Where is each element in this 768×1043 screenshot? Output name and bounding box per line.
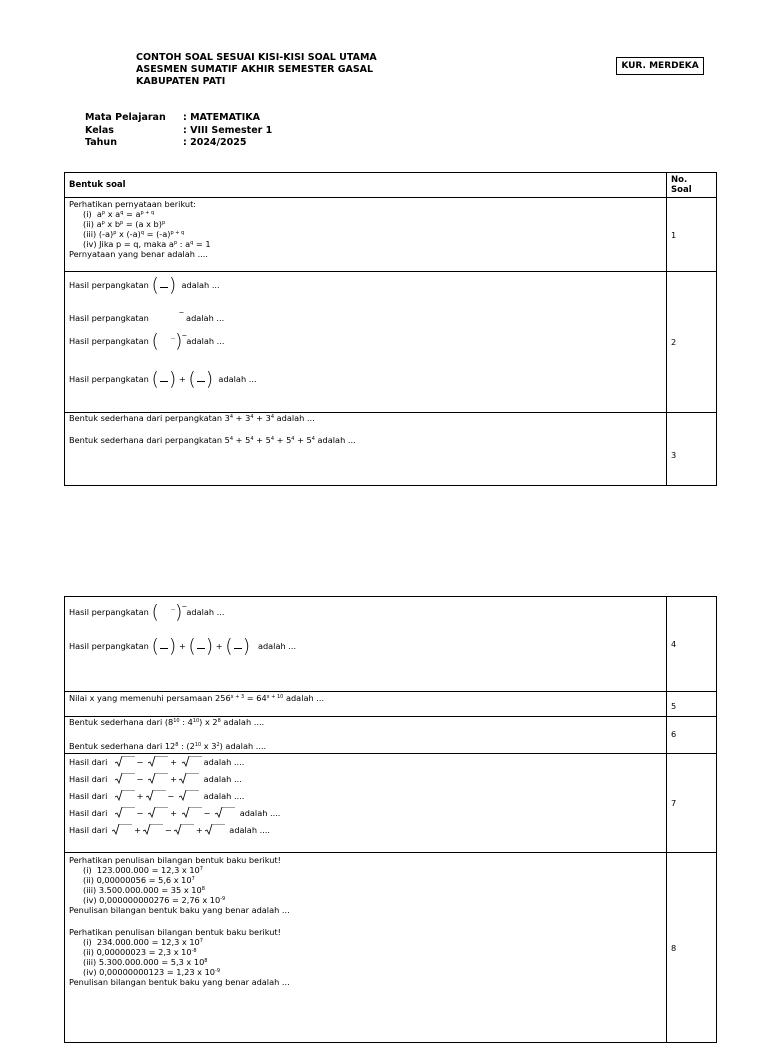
question-6a-tail: adalah .... <box>220 717 265 727</box>
question-4-content <box>65 597 667 692</box>
question-2c-tail: adalah ... <box>186 336 225 346</box>
question-8b-iv <box>69 967 666 977</box>
sqrt-icon <box>146 790 166 801</box>
question-8a-closing: Penulisan bilangan bentuk baku yang benar adalah ... <box>69 905 290 915</box>
question-7e-tail: adalah .... <box>229 825 271 835</box>
subject-value: : MATEMATIKA <box>183 112 260 123</box>
question-8b-i-sup: 7 <box>199 938 203 944</box>
question-5-content <box>65 692 667 717</box>
question-8b-iii-text: 5.300.000.000 = 5,3 x 10 <box>98 957 205 967</box>
question-8b-i-text: 234.000.000 = 12,3 x 10 <box>96 937 200 947</box>
question-4a: Hasil perpangkatan ( ‾)‾adalah ... <box>69 601 225 623</box>
question-8a-iv-label: (iv) <box>83 895 97 905</box>
sqrt-icon <box>143 824 163 835</box>
question-8a-iii-label: (iii) <box>83 885 97 895</box>
sqrt-icon <box>148 807 168 818</box>
question-row-6 <box>65 717 717 754</box>
statement-ii-x: x b <box>104 219 121 229</box>
title-line-1: CONTOH SOAL SESUAI KISI-KISI SOAL UTAMA <box>136 52 377 63</box>
question-6a-s1: 10 <box>173 718 180 724</box>
statement-iv-p: p <box>173 240 178 246</box>
column-header-no: No. Soal <box>667 173 717 198</box>
fraction-paren-icon: ( ‾) <box>151 601 183 623</box>
statement-i-label: (i) <box>83 209 92 219</box>
question-table-1 <box>64 172 717 486</box>
statement-iv-q: q <box>190 240 194 246</box>
question-table-2 <box>64 596 717 1043</box>
question-5-sup2: x + 10 <box>266 694 284 700</box>
statement-iii-eq: = (-a) <box>144 229 171 239</box>
statement-ii-p2: p <box>120 220 124 226</box>
question-8a-i <box>69 865 666 875</box>
statement-ii-p: p <box>101 220 105 226</box>
question-6-content <box>65 717 667 754</box>
question-row-2 <box>65 272 717 413</box>
sqrt-icon <box>115 773 135 784</box>
question-3b-plus: + 5 <box>233 435 251 445</box>
fraction-paren-icon: ( ) <box>151 368 177 390</box>
question-2a <box>69 274 666 310</box>
question-8a-ii-text: 0,00000056 = 5,6 x 10 <box>96 875 192 885</box>
question-8b-ii-sup: -8 <box>191 948 197 954</box>
question-3b-tail: adalah ... <box>314 435 356 445</box>
sqrt-icon <box>179 790 199 801</box>
statement-iv-div: : a <box>177 239 191 249</box>
question-1-content <box>65 198 667 272</box>
question-6b-s3: 2 <box>216 742 220 748</box>
document-title <box>136 52 377 88</box>
question-6-number: 6 <box>667 717 717 754</box>
question-7c-tail: adalah .... <box>203 791 245 801</box>
question-3a <box>69 413 666 435</box>
question-2-content <box>65 272 667 413</box>
question-1-intro: Perhatikan pernyataan berikut: <box>69 199 197 209</box>
question-7b-lead: Hasil dari <box>69 774 108 784</box>
question-8b-i-label: (i) <box>83 937 92 947</box>
sqrt-icon <box>115 790 135 801</box>
title-line-3: KABUPATEN PATI <box>136 76 226 87</box>
question-3a-text: Bentuk sederhana dari perpangkatan 3 <box>69 413 230 423</box>
question-2b-lead: Hasil perpangkatan <box>69 313 149 323</box>
question-3b-sup4: 4 <box>291 436 295 442</box>
question-3-content <box>65 413 667 486</box>
question-3a-sup3: 4 <box>270 414 274 420</box>
fraction-paren-icon: ( ) <box>151 274 177 296</box>
statement-ii-a: a <box>96 219 102 229</box>
statement-iii-p: p <box>113 230 117 236</box>
question-7d: Hasil dari − + − adalah .... <box>69 808 281 818</box>
class-value: : VIII Semester 1 <box>183 124 273 136</box>
curriculum-badge: KUR. MERDEKA <box>616 57 704 75</box>
question-5-eq: = 64 <box>244 693 267 703</box>
question-8a-ii-label: (ii) <box>83 875 94 885</box>
statement-i-a: a <box>96 209 102 219</box>
question-7-content <box>65 754 667 853</box>
question-3a-plus2: + 3 <box>253 413 271 423</box>
question-3a-sup2: 4 <box>250 414 254 420</box>
question-6b-text: Bentuk sederhana dari 12 <box>69 741 176 751</box>
question-7e-lead: Hasil dari <box>69 825 108 835</box>
question-row-8 <box>65 853 717 1043</box>
question-2c-lead: Hasil perpangkatan <box>69 336 149 346</box>
question-4b: Hasil perpangkatan ( ) + ( ) + ( ) adalah ... <box>69 635 297 657</box>
question-8a-iii <box>69 885 666 895</box>
question-6b-mid2: x 3 <box>201 741 217 751</box>
statement-i-pq: p + q <box>140 210 155 216</box>
question-6b-mid: : (2 <box>178 741 195 751</box>
question-7d-tail: adalah .... <box>239 808 281 818</box>
statement-iii-a: (-a) <box>98 229 114 239</box>
statement-ii <box>69 219 666 229</box>
question-3b-plus2: + 5 <box>253 435 271 445</box>
question-row-5 <box>65 692 717 717</box>
question-6b-s2: 10 <box>194 742 202 748</box>
question-2a-lead: Hasil perpangkatan <box>69 280 149 290</box>
question-1-closing: Pernyataan yang benar adalah .... <box>69 249 208 259</box>
sqrt-icon <box>148 773 168 784</box>
question-8b-intro: Perhatikan penulisan bilangan bentuk baku berikut! <box>69 927 281 937</box>
statement-iii-x: x (-a) <box>116 229 141 239</box>
question-4-number: 4 <box>667 597 717 692</box>
question-3a-plus1: + 3 <box>233 413 251 423</box>
fraction-paren-icon: ( ) <box>225 635 251 657</box>
statement-iii-pq: p + q <box>170 230 185 236</box>
question-8a-intro: Perhatikan penulisan bilangan bentuk baku berikut! <box>69 855 281 865</box>
year-value: : 2024/2025 <box>183 137 247 148</box>
question-8b-iv-sup: -9 <box>215 968 221 974</box>
statement-i-x: x a <box>105 209 121 219</box>
question-6a-s3: 8 <box>217 718 221 724</box>
question-6b <box>69 741 666 751</box>
statement-i-p: p <box>101 210 106 216</box>
question-8a-iii-sup: 8 <box>201 886 205 892</box>
question-8a-iii-text: 3.500.000.000 = 35 x 10 <box>98 885 202 895</box>
question-7d-lead: Hasil dari <box>69 808 108 818</box>
question-8b-ii <box>69 947 666 957</box>
question-6b-s1: 8 <box>175 742 179 748</box>
sqrt-icon <box>112 824 132 835</box>
question-3b-sup3: 4 <box>270 436 274 442</box>
sqrt-icon <box>182 756 202 767</box>
question-8b-iii-label: (iii) <box>83 957 97 967</box>
question-3b-sup: 4 <box>229 436 234 442</box>
question-6a <box>69 717 666 741</box>
subject-info <box>85 112 272 150</box>
statement-i-eq: = a <box>123 209 141 219</box>
question-7b-tail: adalah ... <box>203 774 242 784</box>
question-2c: Hasil perpangkatan ( ‾)‾adalah ... <box>69 330 225 352</box>
question-2d-lead: Hasil perpangkatan <box>69 374 149 384</box>
question-8b-ii-text: 0,00000023 = 2,3 x 10 <box>96 947 192 957</box>
fraction-paren-icon: ( ) <box>188 635 214 657</box>
question-6a-text: Bentuk sederhana dari (8 <box>69 717 174 727</box>
question-7a-lead: Hasil dari <box>69 757 108 767</box>
question-3b-text: Bentuk sederhana dari perpangkatan 5 <box>69 435 230 445</box>
question-3b-sup5: 4 <box>311 436 315 442</box>
question-8b-iv-label: (iv) <box>83 967 97 977</box>
statement-iii <box>69 229 666 239</box>
question-row-3 <box>65 413 717 486</box>
question-8b-closing: Penulisan bilangan bentuk baku yang benar adalah ... <box>69 977 290 987</box>
question-5-lead: Nilai x yang memenuhi persamaan 256 <box>69 693 231 703</box>
question-7e: Hasil dari + − + adalah .... <box>69 825 271 835</box>
sqrt-icon <box>179 773 199 784</box>
question-5-sup1: x + 3 <box>230 694 245 700</box>
question-3b-plus4: + 5 <box>294 435 312 445</box>
statement-iv-label: (iv) <box>83 239 97 249</box>
question-row-1 <box>65 198 717 272</box>
question-6a-mid2: ) x 2 <box>199 717 218 727</box>
question-3b-plus3: + 5 <box>274 435 292 445</box>
question-6a-s2: 10 <box>192 718 200 724</box>
sqrt-icon <box>115 807 135 818</box>
fraction-paren-icon: ( ‾) <box>151 330 183 352</box>
question-7-number: 7 <box>667 754 717 853</box>
column-header-bentuk: Bentuk soal <box>65 173 667 198</box>
question-row-7 <box>65 754 717 853</box>
question-5-text <box>69 693 666 703</box>
question-3-number: 3 <box>667 413 717 486</box>
question-2b: Hasil perpangkatan ‾ adalah ... <box>69 310 225 323</box>
fraction-paren-icon: ( ) <box>188 368 214 390</box>
statement-i <box>69 209 666 219</box>
question-8-number: 8 <box>667 853 717 1043</box>
question-7c-lead: Hasil dari <box>69 791 108 801</box>
year-label: Tahun <box>85 137 117 148</box>
question-2d: Hasil perpangkatan ( ) + ( ) adalah ... <box>69 368 257 390</box>
sqrt-icon <box>215 807 235 818</box>
statement-iv <box>69 239 666 249</box>
question-8a-i-text: 123.000.000 = 12,3 x 10 <box>96 865 200 875</box>
question-8a-iv-sup: -9 <box>220 896 226 902</box>
question-5-tail: adalah ... <box>283 693 325 703</box>
question-4a-lead: Hasil perpangkatan <box>69 607 149 617</box>
question-2-number: 2 <box>667 272 717 413</box>
question-4b-lead: Hasil perpangkatan <box>69 641 149 651</box>
question-8b-iv-text: 0,00000000123 = 1,23 x 10 <box>99 967 216 977</box>
question-2a-tail: adalah ... <box>181 280 220 290</box>
question-8b-ii-label: (ii) <box>83 947 94 957</box>
question-1-number: 1 <box>667 198 717 272</box>
question-7b: Hasil dari − + adalah ... <box>69 774 242 784</box>
statement-i-q: q <box>120 210 124 216</box>
question-4a-tail: adalah ... <box>186 607 225 617</box>
fraction-paren-icon: ( ) <box>151 635 177 657</box>
question-8a-ii <box>69 875 666 885</box>
sqrt-icon <box>182 807 202 818</box>
question-7a: Hasil dari − + adalah .... <box>69 757 245 767</box>
statement-ii-eq: = (a x b) <box>123 219 162 229</box>
sqrt-icon <box>115 756 135 767</box>
question-8a-i-label: (i) <box>83 865 92 875</box>
subject-label: Mata Pelajaran <box>85 112 166 123</box>
sqrt-icon <box>205 824 225 835</box>
question-8b-i <box>69 937 666 947</box>
statement-iv-eq: = 1 <box>193 239 211 249</box>
question-6a-mid: : 4 <box>179 717 193 727</box>
question-5-number: 5 <box>667 692 717 717</box>
question-8a-i-sup: 7 <box>199 866 203 872</box>
question-7a-tail: adalah .... <box>203 757 245 767</box>
statement-iii-label: (iii) <box>83 229 97 239</box>
question-8a-ii-sup: 7 <box>191 876 195 882</box>
sqrt-icon <box>174 824 194 835</box>
question-7c: Hasil dari + − adalah .... <box>69 791 245 801</box>
question-8-content <box>65 853 667 1043</box>
statement-ii-p3: p <box>161 220 166 226</box>
class-label: Kelas <box>85 124 114 136</box>
question-4b-tail: adalah ... <box>257 641 297 651</box>
question-3a-tail: adalah ... <box>274 413 315 423</box>
question-6b-tail: ) adalah .... <box>219 741 267 751</box>
question-3b <box>69 435 666 445</box>
statement-ii-label: (ii) <box>83 219 94 229</box>
question-2d-tail: adalah ... <box>218 374 257 384</box>
question-2b-tail: adalah ... <box>186 313 225 323</box>
statement-iv-text: Jika p = q, maka a <box>99 239 174 249</box>
title-line-2: ASESMEN SUMATIF AKHIR SEMESTER GASAL <box>136 64 374 75</box>
statement-iii-q: q <box>140 230 144 236</box>
question-8a-iv-text: 0,000000000276 = 2,76 x 10 <box>99 895 221 905</box>
question-3a-sup: 4 <box>229 414 234 420</box>
question-row-4 <box>65 597 717 692</box>
sqrt-icon <box>148 756 168 767</box>
question-8b-iii-sup: 8 <box>204 958 208 964</box>
question-3b-sup2: 4 <box>250 436 254 442</box>
question-8b-iii <box>69 957 666 967</box>
question-8a-iv <box>69 895 666 905</box>
